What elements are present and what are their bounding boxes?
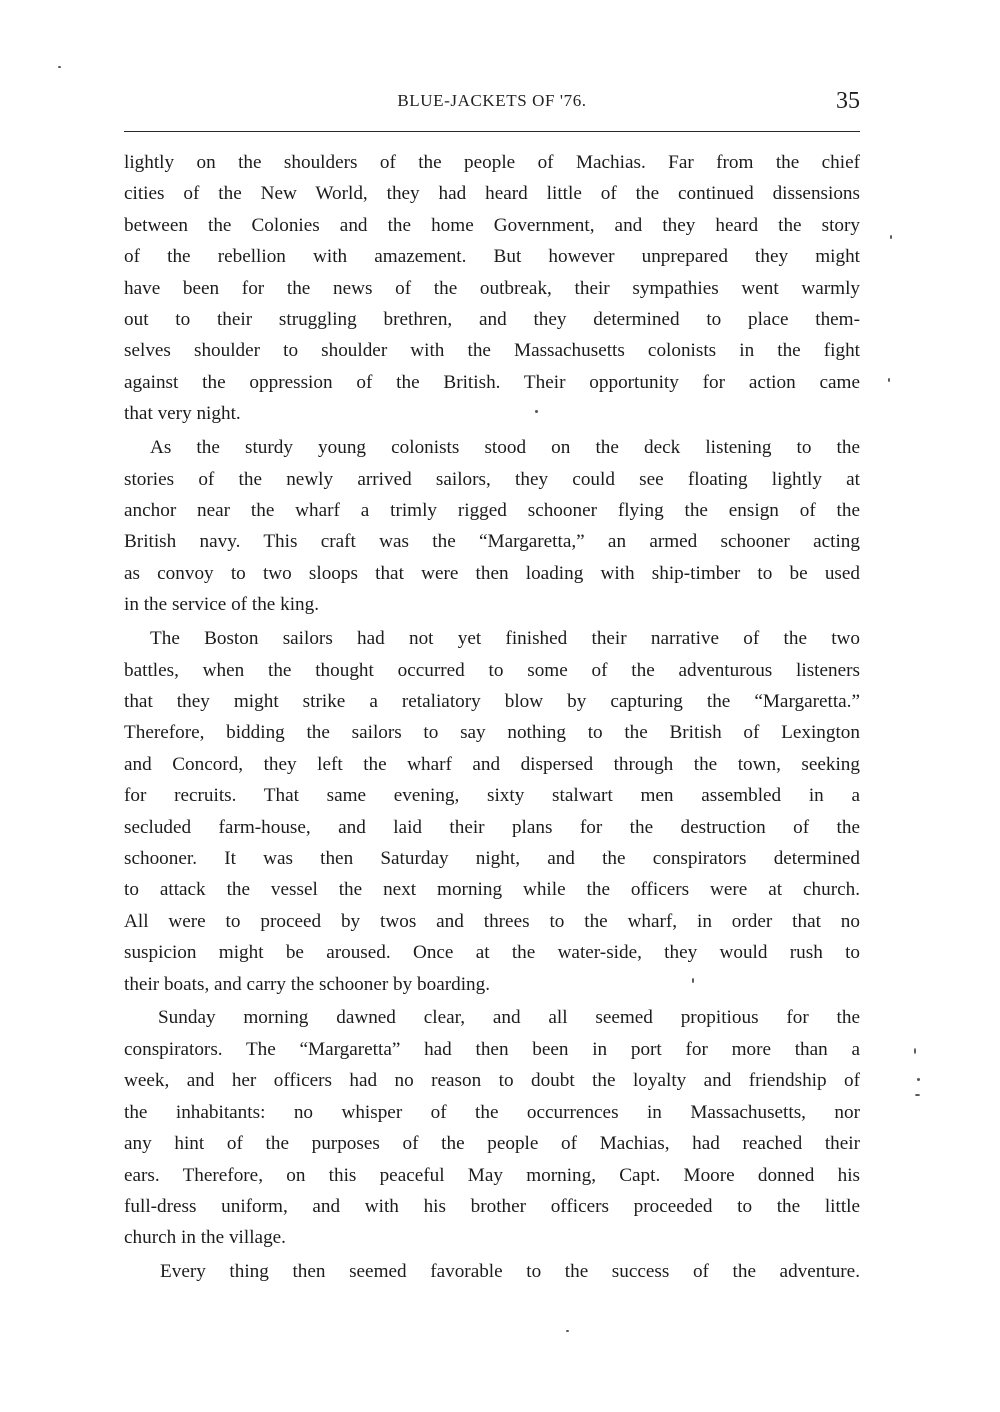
text-line: any hint of the purposes of the people of Machias, had reached their bbox=[124, 1133, 860, 1155]
text-line: British navy. This craft was the “Margaretta,” an armed schooner acting bbox=[124, 531, 860, 553]
text-line: Therefore, bidding the sailors to say nothing to the British of Lexington bbox=[124, 722, 860, 744]
text-line: full-dress uniform, and with his brother officers proceeded to the little bbox=[124, 1195, 860, 1217]
text-line: out to their struggling brethren, and they determined to place them- bbox=[124, 309, 860, 331]
page-number: 35 bbox=[836, 88, 860, 114]
paragraph-2 bbox=[124, 432, 860, 620]
body-text bbox=[124, 147, 860, 1290]
paragraph-3 bbox=[124, 623, 860, 1000]
text-line: between the Colonies and the home Government, and they heard the story bbox=[124, 214, 860, 236]
paragraph-5 bbox=[124, 1256, 860, 1287]
text-line: their boats, and carry the schooner by boarding. bbox=[124, 973, 491, 995]
scan-speck bbox=[915, 1094, 920, 1096]
text-line: ears. Therefore, on this peaceful May morning, Capt. Moore donned his bbox=[124, 1164, 860, 1186]
text-line: suspicion might be aroused. Once at the water-side, they would rush to bbox=[124, 942, 860, 964]
text-line: for recruits. That same evening, sixty stalwart men assembled in a bbox=[124, 785, 860, 807]
text-line: Sunday morning dawned clear, and all seemed propitious for the bbox=[158, 1007, 860, 1029]
paragraph-1 bbox=[124, 147, 860, 430]
text-line: against the oppression of the British. Their opportunity for action came bbox=[124, 371, 860, 393]
header-rule bbox=[124, 131, 860, 132]
text-line: as convoy to two sloops that were then loading with ship-timber to be used bbox=[124, 562, 860, 584]
text-line: the inhabitants: no whisper of the occurrences in Massachusetts, nor bbox=[124, 1101, 860, 1123]
text-line: battles, when the thought occurred to some of the adventurous listeners bbox=[124, 659, 860, 681]
text-line: of the rebellion with amazement. But however unprepared they might bbox=[124, 246, 860, 268]
scan-speck bbox=[692, 978, 694, 983]
text-line: As the sturdy young colonists stood on the deck listening to the bbox=[150, 437, 860, 459]
text-line: to attack the vessel the next morning while the officers were at church. bbox=[124, 879, 860, 901]
text-line: The Boston sailors had not yet finished their narrative of the two bbox=[150, 628, 860, 650]
text-line: anchor near the wharf a trimly rigged schooner flying the ensign of the bbox=[124, 499, 860, 521]
text-line: All were to proceed by twos and threes to the wharf, in order that no bbox=[124, 910, 860, 932]
scan-speck bbox=[890, 235, 892, 239]
scan-speck bbox=[914, 1048, 916, 1054]
page-header bbox=[124, 88, 860, 118]
text-line: have been for the news of the outbreak, their sympathies went warmly bbox=[124, 277, 860, 299]
scan-speck bbox=[58, 66, 61, 68]
text-line: in the service of the king. bbox=[124, 594, 320, 616]
scan-speck bbox=[535, 410, 538, 413]
text-line: church in the village. bbox=[124, 1227, 286, 1249]
paragraph-4 bbox=[124, 1002, 860, 1253]
text-line: and Concord, they left the wharf and dispersed through the town, seeking bbox=[124, 753, 860, 775]
running-head: BLUE-JACKETS OF '76. bbox=[397, 91, 587, 110]
text-line: stories of the newly arrived sailors, they could see floating lightly at bbox=[124, 468, 860, 490]
text-line: secluded farm-house, and laid their plans for the destruction of the bbox=[124, 816, 860, 838]
scan-speck bbox=[566, 1330, 569, 1332]
text-line: week, and her officers had no reason to doubt the loyalty and friendship of bbox=[124, 1070, 860, 1092]
text-line: conspirators. The “Margaretta” had then been in port for more than a bbox=[124, 1038, 860, 1060]
text-line: lightly on the shoulders of the people of Machias. Far from the chief bbox=[124, 152, 860, 173]
text-line: cities of the New World, they had heard little of the continued dissensions bbox=[124, 183, 860, 205]
scan-speck bbox=[888, 378, 890, 382]
scan-speck bbox=[917, 1078, 920, 1081]
text-line: that very night. bbox=[124, 403, 241, 425]
text-line: selves shoulder to shoulder with the Massachusetts colonists in the fight bbox=[124, 340, 860, 362]
text-line: that they might strike a retaliatory blow by capturing the “Margaretta.” bbox=[124, 690, 860, 712]
text-line: schooner. It was then Saturday night, and the conspirators determined bbox=[124, 847, 860, 869]
text-line: Every thing then seemed favorable to the success of the adventure. bbox=[160, 1261, 860, 1283]
